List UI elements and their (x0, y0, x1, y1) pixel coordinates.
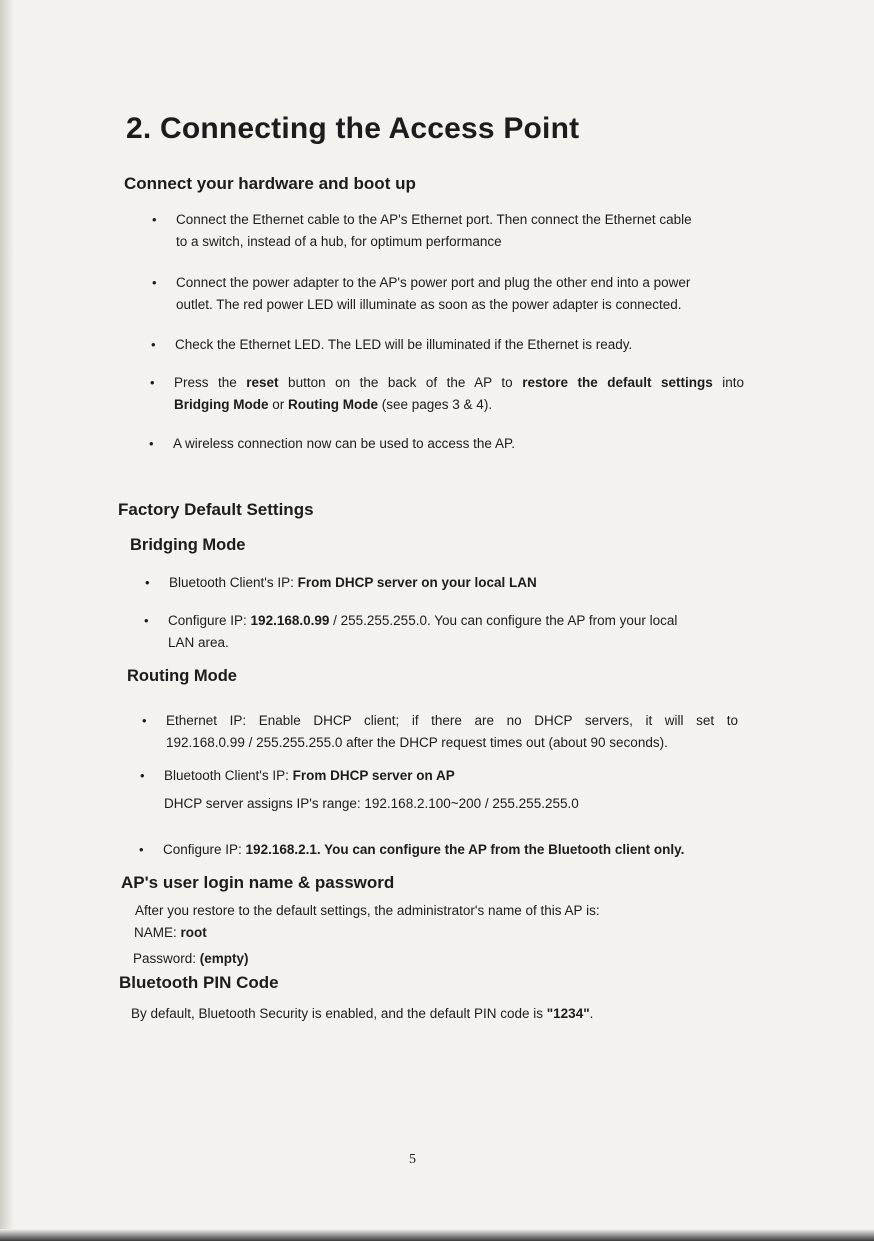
section-heading-login: AP's user login name & password (121, 873, 395, 892)
list-item: • Check the Ethernet LED. The LED will be illuminated if the Ethernet is ready. (175, 334, 735, 356)
bullet-icon: • (151, 337, 156, 352)
login-name: NAME: root (134, 925, 207, 940)
login-description: After you restore to the default settings, the administrator's name of this AP is: (135, 903, 600, 918)
bullet-icon: • (142, 713, 147, 728)
page-edge-shadow (0, 0, 14, 1241)
list-item: • Configure IP: 192.168.0.99 / 255.255.255.0. You can configure the AP from your local LAN area. (168, 610, 742, 654)
section-heading-factory: Factory Default Settings (118, 500, 314, 519)
bullet-icon: • (150, 375, 155, 390)
login-password: Password: (empty) (133, 951, 249, 966)
list-item: • Connect the Ethernet cable to the AP's Ethernet port. Then connect the Ethernet cable to a switch, instead of a hub, for optimum performance (176, 209, 748, 253)
bullet-icon: • (149, 436, 154, 451)
list-item: • Bluetooth Client's IP: From DHCP server on your local LAN (169, 572, 729, 594)
bullet-icon: • (139, 842, 144, 857)
list-item: • Connect the power adapter to the AP's power port and plug the other end into a power outlet. The red power LED will illuminate as soon as the power adapter is connected. (176, 272, 748, 316)
page-bottom-edge (0, 1229, 874, 1241)
bullet-icon: • (145, 575, 150, 590)
page-number: 5 (409, 1152, 416, 1167)
bullet-icon: • (140, 768, 145, 783)
list-item: • A wireless connection now can be used to access the AP. (173, 433, 733, 455)
pin-description: By default, Bluetooth Security is enabled, and the default PIN code is "1234". (131, 1006, 594, 1021)
section-heading-connect: Connect your hardware and boot up (124, 174, 416, 193)
list-item: • Press the reset button on the back of the AP to restore the default settings into Bridging Mode or Routing Mode (see pages 3 & 4). (174, 372, 744, 416)
subheading-bridging: Bridging Mode (130, 536, 246, 554)
bullet-icon: • (144, 613, 149, 628)
subheading-routing: Routing Mode (127, 667, 237, 685)
list-item: • Bluetooth Client's IP: From DHCP server on AP DHCP server assigns IP's range: 192.168.2.100~200 / 255.255.255.0 (164, 765, 734, 815)
list-item: • Ethernet IP: Enable DHCP client; if there are no DHCP servers, it will set to 192.168.0.99 / 255.255.255.0 after the DHCP request times out (about 90 seconds). (166, 710, 738, 754)
section-heading-pin: Bluetooth PIN Code (119, 973, 279, 992)
list-item: • Configure IP: 192.168.2.1. You can configure the AP from the Bluetooth client only. (163, 839, 739, 861)
bullet-icon: • (152, 212, 157, 227)
bullet-icon: • (152, 275, 157, 290)
page-title: 2. Connecting the Access Point (126, 112, 580, 145)
